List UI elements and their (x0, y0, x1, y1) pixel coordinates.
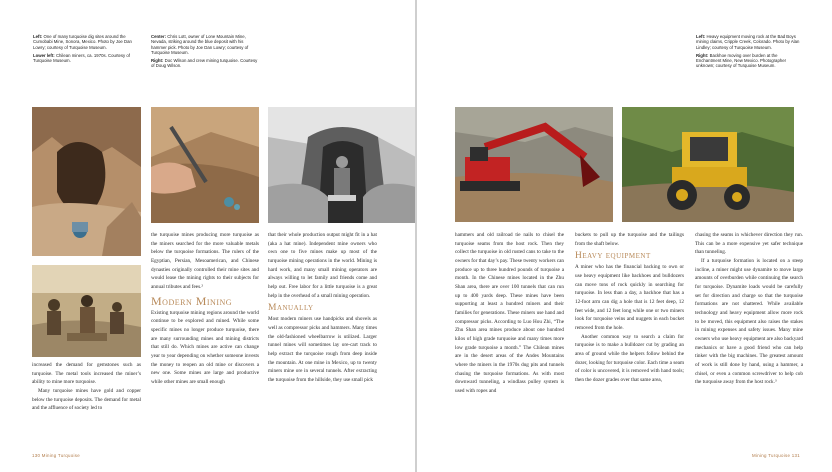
caption-center: Center: Chris Lott, owner of Lone Mountain Mine, Nevada, striking around the blue deposit with his hammer pick. Photo by Joe Dan Lowry; courtesy of Turquoise Museum. (151, 34, 249, 55)
left-text-column-1: increased the demand for gemstones such as turquoise. The metal tools increased the miner’s ability to mine more turquoise. Many turquoise mines have gold and copper below the turquoise deposits. The demand for metal and the affluence of society led to (32, 362, 141, 412)
right-caption-block (696, 34, 801, 72)
caption-lower-left: Lower left: Chilean miners, ca. 1970s. Courtesy of Turquoise Museum. (33, 52, 130, 64)
photo-chilean-miners (32, 265, 141, 357)
section-heading-heavy-equipment: Heavy equipment (575, 251, 651, 262)
left-caption-block-1 (33, 34, 133, 66)
page-folio-right: Mining Turquoise 131 (752, 453, 800, 458)
section-heading-manually: Manually (268, 303, 314, 314)
caption-right: Right: Backhoe moving over burden at the Enchantment Mine, New Mexico. Photographer unknown; courtesy of Turquoise Museum. (696, 52, 787, 69)
right-text-column-3: chasing the seams in whichever direction they run. This can be a more expensive yet safer technique than tunneling. If a turquoise formation is located on a steep incline, a miner might use dynamite to move large amounts of overburden while continuing the search for turquoise. Dynamite loads would be carefully set for direction and charge so that the turquoise formations are not shattered. While available technology and heavy equipment allow more rock to be moved, this equipment also raises the stakes in mining expenses and safety issues. Many mine owners who use heavy equipment are also backyard mechanics or have a good friend who can help tinker with the big machines. The greatest amount of work is still done by hand, using a hammer, a chisel, or even a common screwdriver to help cob the turquoise away from the host rock.³ (695, 232, 803, 386)
caption-right: Right: Doc Wilson and crew mining turquoise. Courtesy of Doug Wilson. (151, 58, 258, 69)
caption-left: Left: One of many turquoise dig sites around the Cumobabi Mine, Sonora, Mexico. Photo by Joe Dan Lowry; courtesy of Turquoise Museum. (33, 34, 132, 50)
left-text-column-2: the turquoise mines producing more turquoise as the miners searched for the more valuable metals below the turquoise formations. The rulers of the Egyptian, Persian, Mesoamerican, and Chinese dynasties originally controlled their mine sites and would lease the mining rights to their subjects for annual tributes and fees.² Modern Mining Existing turquoise mining regions around the world continue to be explored and mined. While some specific mines no longer produce turquoise, there are many surrounding mines and mining districts that still do. Which mines are active can change year to year depending on whether someone invests the money to reopen an old mine or discovers a new one. Some mines are large and productive while other mines are small enough (151, 232, 259, 385)
right-text-column-1: hammers and old railroad tie nails to chisel the turquoise seams from the host rock. Then they collect the turquoise in old rusted cans to take to the owners for that day’s pay. These twenty workers can produce up to three hundred pounds of turquoise a month. In the Chinese mines located in the Zhu Shan area, there are over 100 tunnels that can run up to 400 yards deep. These mines have been supporting at least a hundred miners and their families for generations. These miners use hand and compressor picks. According to Luo Hou Zhi, “The Zhu Shan area mines produce about one hundred kilos of high grade turquoise and many times more low grade turquoise a month.” The Chilean mines are in the desert areas of the Andes Mountains where the miners in the 1970s dug pits and tunnels chasing the turquoise formations. As with most downward tunneling, a windlass pulley system is used with ropes and (455, 232, 564, 394)
photo-heavy-equipment-excavator (455, 107, 613, 222)
caption-left: Left: Heavy equipment moving rock at the Bad Boys mining claims, Cripple Creek, Colorado. Photo by Alan Lindley; courtesy of Turquoise Museum. (696, 34, 800, 50)
photo-hammer-pick (151, 107, 259, 223)
right-text-column-2: buckets to pull up the turquoise and the tailings from the shaft below. Heavy equipment A miner who has the financial backing to own or use heavy equipment like backhoes and bulldozers can move tons of rock quickly in searching for turquoise. In less than a day, a backhoe that has a 12-foot arm can dig a hole that is 12 feet deep, 12 feet wide, and 12 feet long while one or two miners look for turquoise veins and nuggets in each bucket removed from the hole. Another common way to search a claim for turquoise is to make a bulldozer cut by grading an area of ground while the helpers follow behind the dozer, looking for turquoise color. Each time a seam of color is uncovered, it is removed with hand tools; then the dozer grades over that same area, (575, 232, 684, 383)
photo-backhoe (622, 107, 794, 222)
left-caption-block-2 (151, 34, 259, 72)
left-text-column-3: that their whole production output might fit in a hat (aka a hat mine). Independent mine owners who own one to five mines make up most of the turquoise mining operations in the world. Mining is hard work, and many small mining operators are always willing to let family and friends come and help out. Free labor for a little turquoise is a great help in the overhead of a small mining operation. Manually Most modern miners use handpicks and shovels as well as compressor picks and hammers. Many times the old-fashioned wheelbarrow is utilized. Larger tunnel mines will sometimes lay ore-cart track to help extract the turquoise rough from deep inside the mountain. At one mine in Mexico, up to twenty miners mine ore in several tunnels. After extracting the turquoise from the hillside, they use small pick (268, 232, 377, 383)
right-page (417, 0, 832, 472)
photo-doc-wilson-crew (268, 107, 415, 223)
page-folio-left: 130 Mining Turquoise (32, 453, 80, 458)
photo-dig-site (32, 107, 141, 256)
section-heading-modern-mining: Modern Mining (151, 293, 233, 308)
left-page (0, 0, 415, 472)
